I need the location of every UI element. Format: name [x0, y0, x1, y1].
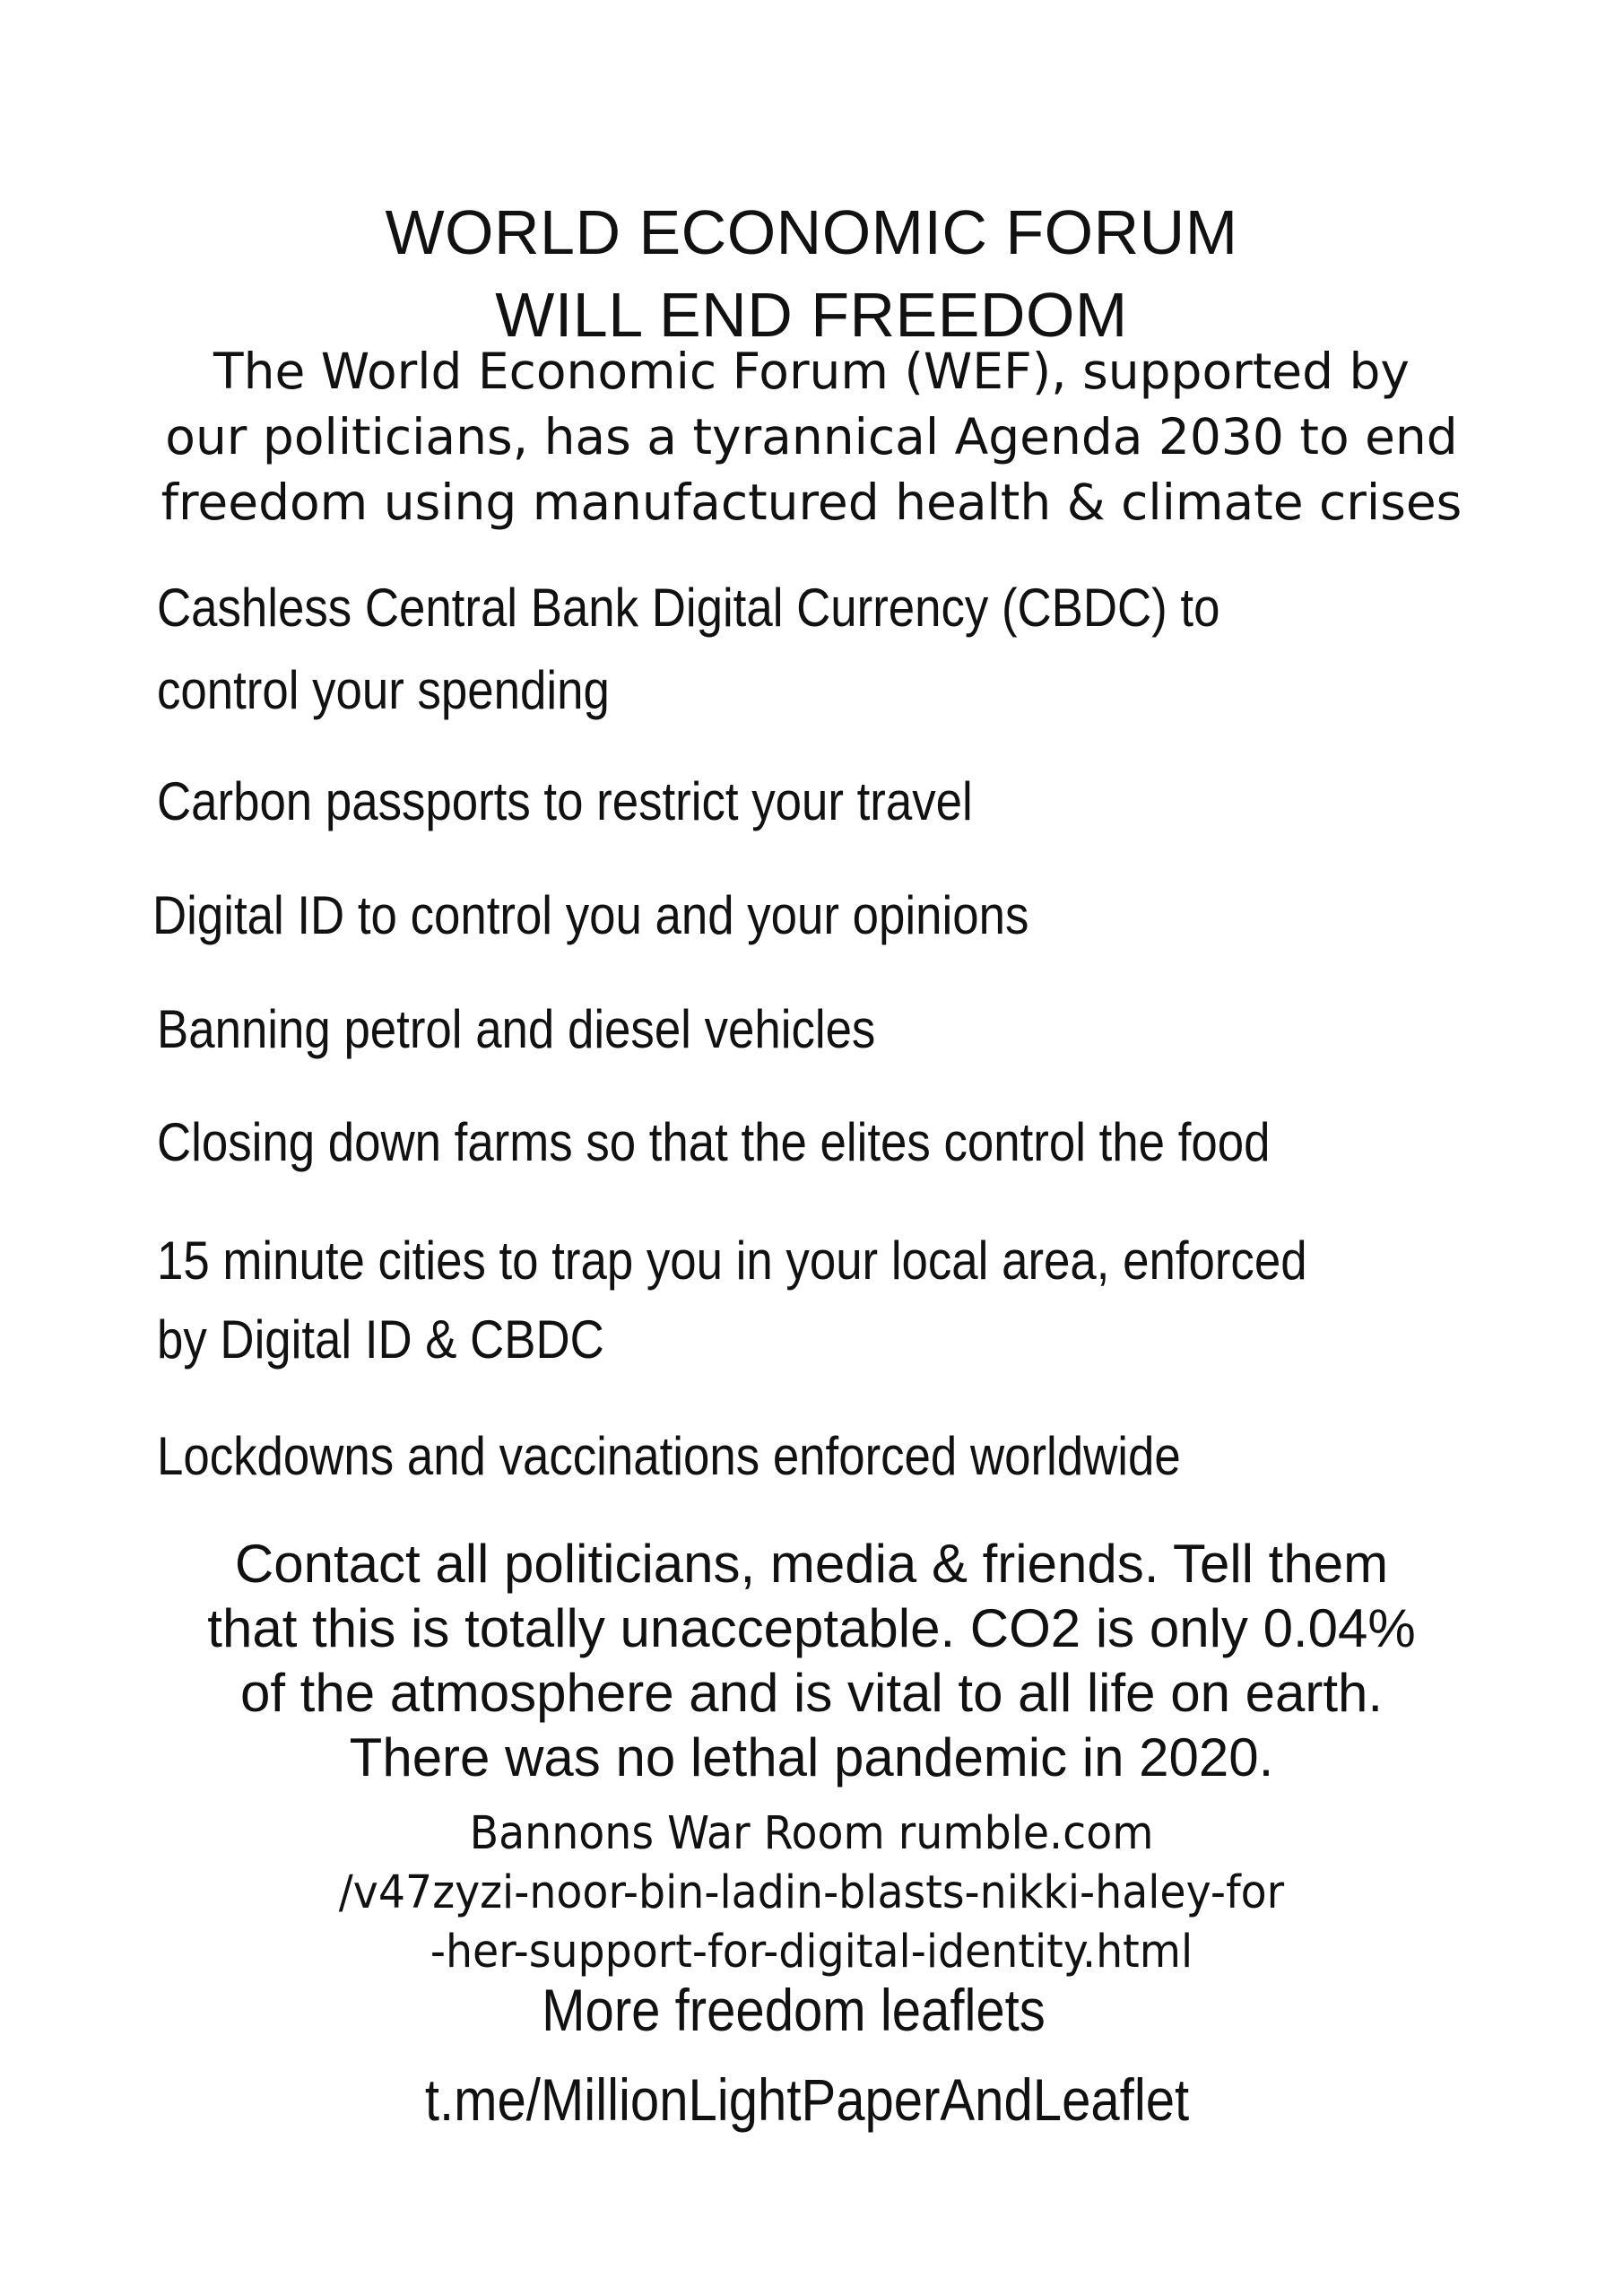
point-line: Carbon passports to restrict your travel — [157, 771, 973, 831]
point-line: Closing down farms so that the elites control the food — [157, 1112, 1271, 1172]
point-cbdc — [157, 567, 1324, 732]
source-reference — [182, 1805, 1441, 1982]
point-line: control your spending — [157, 660, 610, 720]
point-15-minute-cities — [157, 1222, 1324, 1379]
more-leaflets-label: More freedom leaflets — [542, 1977, 1046, 2043]
more-leaflets-link: t.me/MillionLightPaperAndLeaflet — [424, 2066, 1190, 2133]
leaflet-title-line-1: WORLD ECONOMIC FORUM — [385, 196, 1238, 267]
intro-line: freedom using manufactured health & climate crises — [161, 474, 1462, 531]
source-line: -her-support-for-digital-identity.html — [430, 1926, 1193, 1979]
point-lockdowns — [157, 1415, 1324, 1498]
source-line: /v47zyzi-noor-bin-ladin-blasts-nikki-haley-for — [338, 1866, 1285, 1919]
point-line: Banning petrol and diesel vehicles — [157, 999, 876, 1059]
point-line: 15 minute cities to trap you in your local area, enforced — [157, 1231, 1307, 1291]
intro-line: our politicians, has a tyrannical Agenda 2030 to end — [165, 408, 1458, 465]
point-line: by Digital ID & CBDC — [157, 1309, 604, 1370]
cta-line: that this is totally unacceptable. CO2 is only 0.04% — [207, 1598, 1416, 1658]
source-line: Bannons War Room rumble.com — [469, 1807, 1154, 1860]
cta-line: There was no lethal pandemic in 2020. — [349, 1727, 1274, 1787]
intro-line: The World Economic Forum (WEF), supported by — [213, 343, 1410, 400]
point-carbon-passports — [157, 761, 1324, 843]
point-banning-vehicles — [157, 988, 1324, 1071]
point-closing-farms — [157, 1101, 1324, 1184]
point-line: Lockdowns and vaccinations enforced worldwide — [157, 1426, 1181, 1486]
point-line: Cashless Central Bank Digital Currency (CBDC) to — [157, 578, 1220, 638]
cta-line: of the atmosphere and is vital to all life on earth. — [239, 1663, 1384, 1723]
leaflet-title-line-2: WILL END FREEDOM — [495, 279, 1128, 350]
point-line: Digital ID to control you and your opinions — [152, 885, 1029, 945]
intro-paragraph — [135, 339, 1488, 535]
point-digital-id — [152, 874, 1320, 957]
call-to-action-paragraph — [108, 1532, 1515, 1790]
cta-line: Contact all politicians, media & friends. Tell them — [234, 1534, 1389, 1594]
